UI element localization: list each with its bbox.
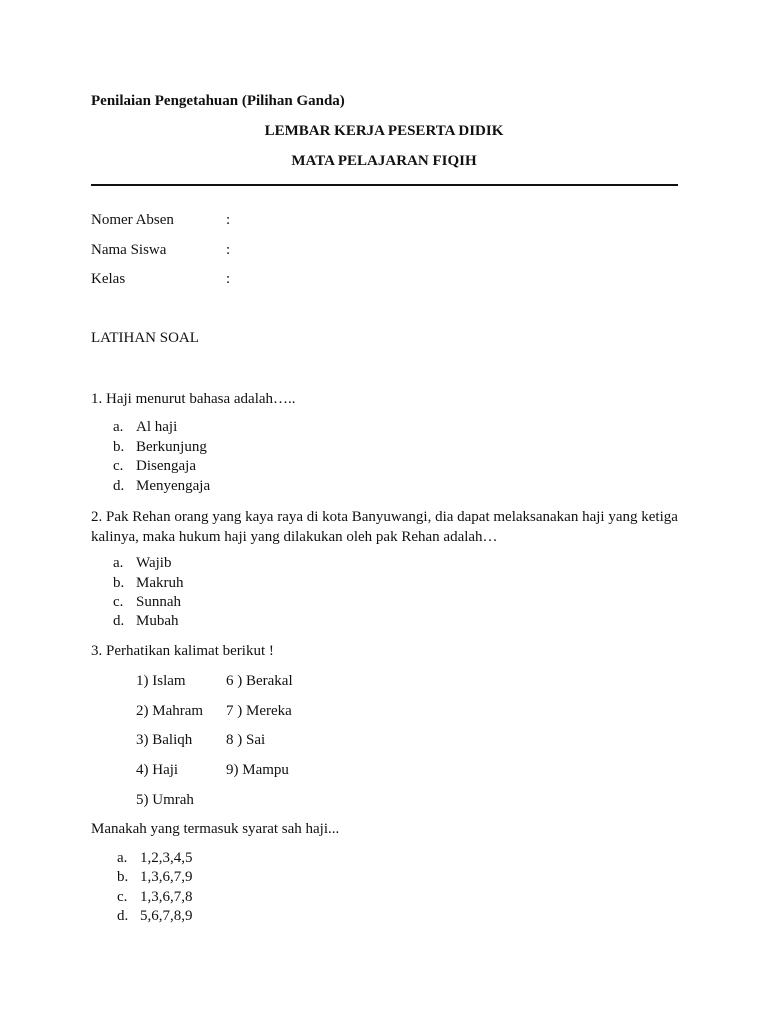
q2-option-letter: c.: [113, 594, 124, 610]
q2-option-letter: a.: [113, 555, 124, 571]
worksheet-title: LEMBAR KERJA PESERTA DIDIK: [264, 123, 504, 139]
identity-label-absen: Nomer Absen: [91, 212, 174, 228]
q3-option-text: 1,2,3,4,5: [140, 850, 193, 866]
identity-colon-absen: :: [226, 212, 231, 228]
q1-option-text: Al haji: [136, 419, 178, 435]
question-3-text: 3. Perhatikan kalimat berikut !: [91, 643, 274, 659]
q1-option-letter: b.: [113, 439, 125, 455]
q3-option-text: 1,3,6,7,8: [140, 889, 193, 905]
q2-option-text: Sunnah: [136, 594, 181, 610]
identity-label-kelas: Kelas: [91, 271, 126, 287]
q3-item-right: 6 ) Berakal: [226, 673, 293, 689]
question-1-text: 1. Haji menurut bahasa adalah…..: [91, 391, 296, 407]
identity-colon-nama: :: [226, 242, 231, 258]
question-3-prompt: Manakah yang termasuk syarat sah haji...: [91, 821, 340, 837]
q1-option-text: Berkunjung: [136, 439, 207, 455]
q2-option-text: Mubah: [136, 613, 179, 629]
identity-colon-kelas: :: [226, 271, 231, 287]
q3-option-letter: a.: [117, 850, 128, 866]
q3-option-text: 1,3,6,7,9: [140, 869, 193, 885]
q1-option-text: Disengaja: [136, 458, 196, 474]
q3-item-right: 8 ) Sai: [226, 732, 266, 748]
q3-item-left: 4) Haji: [136, 762, 179, 778]
q3-item-right: 9) Mampu: [226, 762, 289, 778]
q2-option-text: Makruh: [136, 575, 184, 591]
q3-option-letter: d.: [117, 908, 129, 924]
q3-item-left: 3) Baliqh: [136, 732, 193, 748]
q1-option-text: Menyengaja: [136, 478, 211, 494]
header-divider: [91, 184, 678, 186]
q1-option-letter: d.: [113, 478, 125, 494]
q3-item-left: 5) Umrah: [136, 792, 194, 808]
q3-option-letter: b.: [117, 869, 129, 885]
subject-title: MATA PELAJARAN FIQIH: [291, 153, 477, 169]
q3-item-right: 7 ) Mereka: [226, 703, 292, 719]
section-label: Penilaian Pengetahuan (Pilihan Ganda): [91, 93, 345, 109]
q1-option-letter: a.: [113, 419, 124, 435]
question-2-text: 2. Pak Rehan orang yang kaya raya di kota Banyuwangi, dia dapat melaksanakan haji yang ketiga kalinya, maka hukum haji yang dilakukan oleh pak Rehan adalah…: [91, 509, 678, 545]
q2-option-letter: d.: [113, 613, 125, 629]
q3-option-text: 5,6,7,8,9: [140, 908, 193, 924]
identity-label-nama: Nama Siswa: [91, 242, 167, 258]
q3-item-left: 2) Mahram: [136, 703, 204, 719]
exercise-heading: LATIHAN SOAL: [91, 330, 199, 346]
q3-item-left: 1) Islam: [136, 673, 186, 689]
q2-option-letter: b.: [113, 575, 125, 591]
q3-option-letter: c.: [117, 889, 128, 905]
q1-option-letter: c.: [113, 458, 124, 474]
q2-option-text: Wajib: [136, 555, 172, 571]
